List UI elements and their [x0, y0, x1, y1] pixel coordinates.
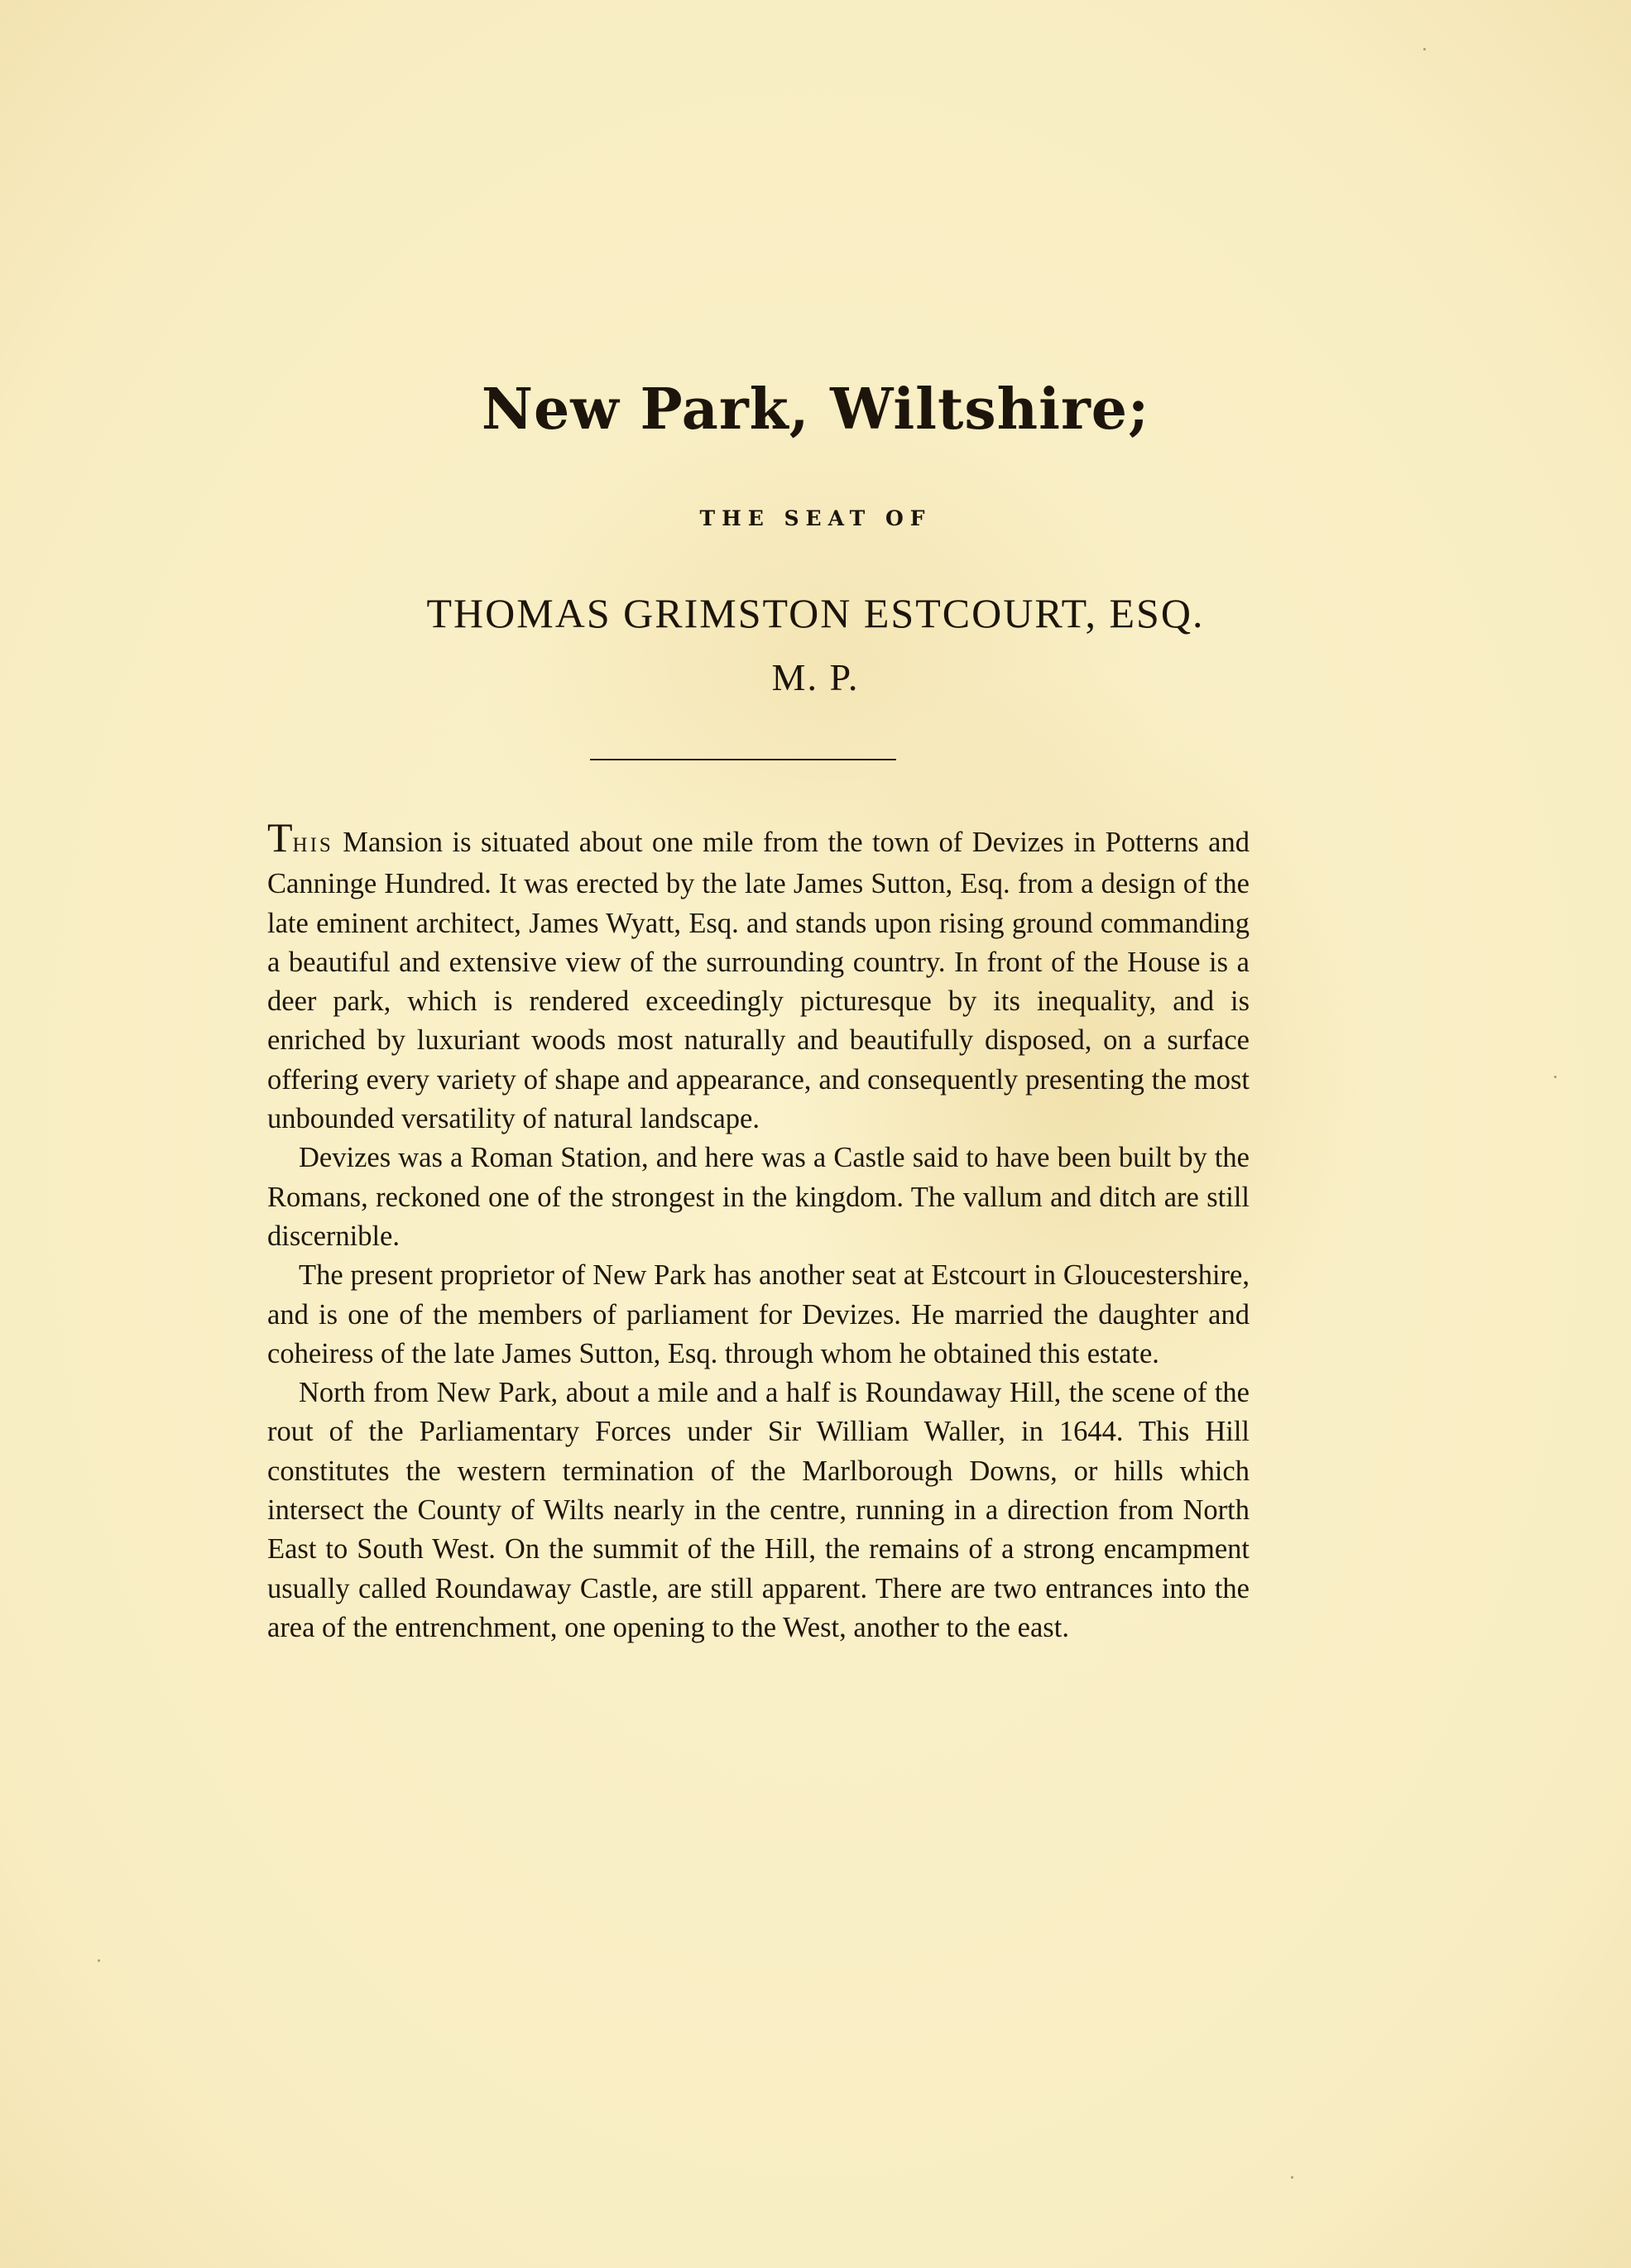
subtitle: THE SEAT OF	[699, 506, 932, 530]
paper-speck	[1291, 2176, 1293, 2179]
body-text	[267, 814, 1250, 1647]
owner-name: THOMAS GRIMSTON ESTCOURT, ESQ.	[426, 590, 1205, 636]
paper-speck	[1423, 48, 1426, 50]
divider-rule	[590, 759, 896, 760]
owner-title: M. P.	[771, 656, 860, 698]
paper-speck	[1554, 1076, 1557, 1078]
page-title: New Park, Wiltshire;	[481, 376, 1150, 443]
small-caps-word: HIS	[292, 834, 333, 856]
drop-cap: T	[267, 814, 293, 861]
paper-speck	[98, 1959, 100, 1962]
paragraph-2: Devizes was a Roman Station, and here was a Castle said to have been built by the Romans, reckoned one of the strongest in the kingdom. The vallum and ditch are still discernible.	[267, 1142, 1250, 1252]
paragraph-4: North from New Park, about a mile and a half is Roundaway Hill, the scene of the rout of the Parliamentary Forces under Sir William Waller, in 1644. This Hill constitutes the western termination of the Marlborough Downs, or hills which intersect the County of Wilts nearly in the centre, running in a direction from North East to South West. On the summit of the Hill, the remains of a strong encampment usually called Roundaway Castle, are still apparent. There are two entrances into the area of the entrenchment, one opening to the West, another to the east.	[267, 1377, 1250, 1643]
paragraph-1	[267, 814, 1250, 1139]
paragraph-3: The present proprietor of New Park has another seat at Estcourt in Gloucestershire, and is one of the members of parliament for Devizes. He married the daughter and coheiress of the late James Sutton, Esq. through whom he obtained this estate.	[267, 1259, 1250, 1369]
paragraph-1-text: Mansion is situated about one mile from the town of Devizes in Potterns and Canninge Hundred. It was erected by the late James Sutton, Esq. from a design of the late eminent architect, James Wyatt, Esq. and stands upon rising ground commanding a beautiful and extensive view of the surrounding country. In front of the House is a deer park, which is rendered exceedingly picturesque by its inequality, and is enriched by luxuriant woods most naturally and beautifully disposed, on a surface offering every variety of shape and appearance, and consequently presenting the most unbounded versatility of natural landscape.	[267, 827, 1250, 1135]
